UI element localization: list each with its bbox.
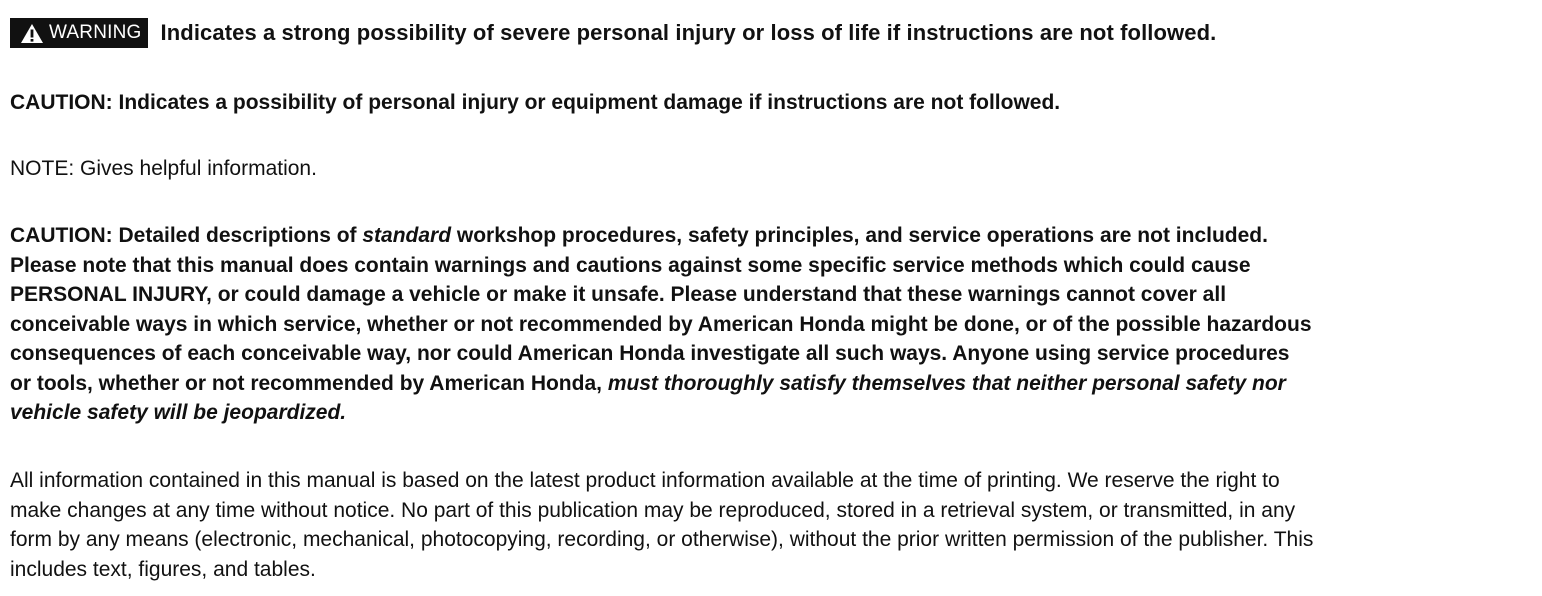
caution-long — [10, 221, 1534, 428]
disclaimer-line: form by any means (electronic, mechanical, photocopying, recording, or otherwise), without the prior written permission of the publisher. This — [10, 528, 1314, 551]
caution-long-line: CAUTION: Detailed descriptions of standard workshop procedures, safety principles, and service operations are not included. — [10, 224, 1268, 247]
disclaimer-line: All information contained in this manual is based on the latest product information available at the time of printing. We reserve the right to — [10, 469, 1280, 492]
warning-text: Indicates a strong possibility of severe personal injury or loss of life if instructions are not followed. — [160, 20, 1217, 45]
warning-triangle-icon — [20, 23, 44, 44]
caution-short: CAUTION: Indicates a possibility of personal injury or equipment damage if instructions are not followed. — [10, 91, 1061, 114]
warning-badge-label: WARNING — [49, 22, 142, 43]
caution-long-line: or tools, whether or not recommended by American Honda, must thoroughly satisfy themselves that neither personal safety nor — [10, 371, 1286, 395]
caution-long-line: vehicle safety will be jeopardized. — [10, 401, 347, 424]
caution-long-line: consequences of each conceivable way, nor could American Honda investigate all such ways. Anyone using service procedures — [10, 342, 1290, 365]
note: NOTE: Gives helpful information. — [10, 157, 317, 180]
warning-badge — [10, 18, 148, 48]
disclaimer-line: includes text, figures, and tables. — [10, 557, 316, 581]
caution-long-line: PERSONAL INJURY, or could damage a vehicle or make it unsafe. Please understand that these warnings cannot cover all — [10, 283, 1227, 306]
disclaimer — [10, 466, 1534, 584]
caution-long-line: Please note that this manual does contain warnings and cautions against some specific service methods which could cause — [10, 253, 1251, 277]
warning-notice — [10, 18, 1216, 48]
caution-long-line: conceivable ways in which service, whether or not recommended by American Honda might be done, or of the possible hazardous — [10, 312, 1312, 336]
disclaimer-line: make changes at any time without notice. No part of this publication may be reproduced, stored in a retrieval system, or transmitted, in any — [10, 498, 1296, 522]
